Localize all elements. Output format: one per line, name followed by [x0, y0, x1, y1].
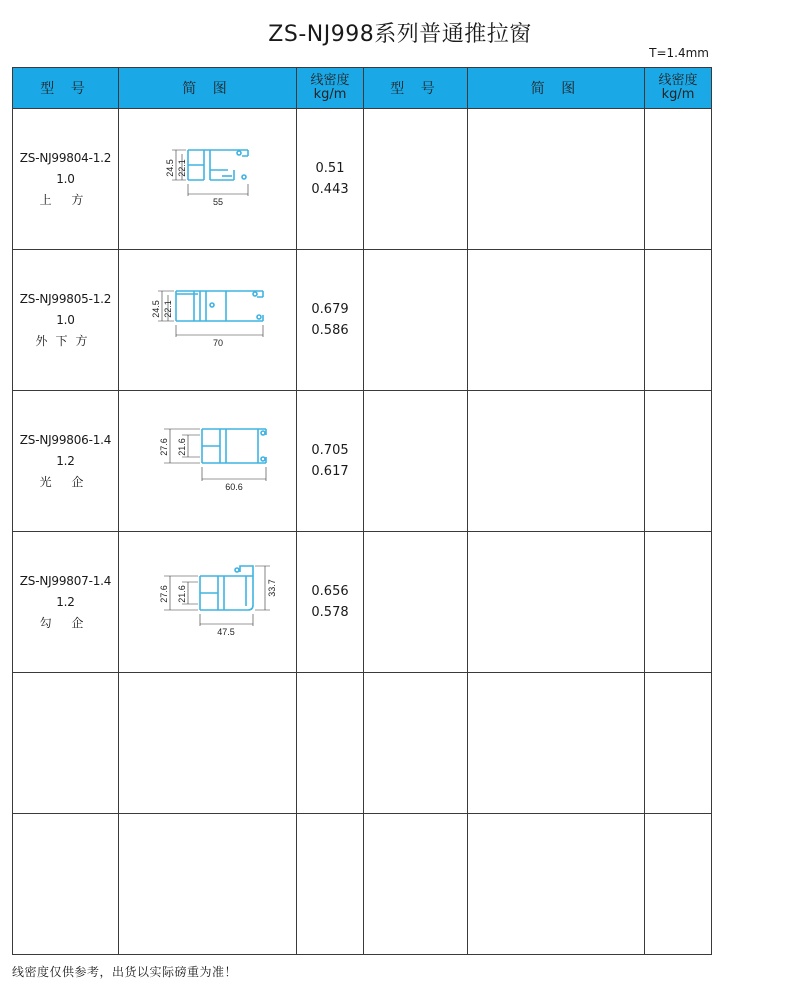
header-density-unit-2: kg/m — [661, 87, 695, 102]
empty-cell — [297, 814, 364, 955]
dim-width: 60.6 — [224, 482, 243, 492]
profile-shape — [188, 150, 248, 180]
empty-cell — [468, 250, 645, 391]
dim-height-inner: 22.1 — [162, 300, 173, 318]
header-model-2: 型 号 — [364, 68, 468, 109]
empty-cell — [119, 673, 297, 814]
header-density-label-2: 线密度 — [658, 73, 698, 88]
density-value: 0.51 — [315, 161, 345, 176]
model-code: ZS-NJ99804-1.2 — [19, 150, 112, 165]
model-alt-thickness: 1.2 — [56, 453, 75, 468]
model-cell — [13, 532, 119, 673]
spec-table — [12, 67, 712, 955]
empty-cell — [297, 673, 364, 814]
density-value-alt: 0.617 — [311, 464, 349, 479]
model-cell — [13, 250, 119, 391]
dim-height-outer: 27.6 — [158, 438, 169, 456]
page-title: ZS-NJ998系列普通推拉窗 — [268, 22, 532, 47]
density-cell — [297, 532, 364, 673]
profile-drawing — [138, 144, 278, 214]
empty-cell — [364, 250, 468, 391]
density-cell — [297, 109, 364, 250]
dim-width: 47.5 — [216, 627, 235, 637]
model-alt-thickness: 1.0 — [56, 312, 75, 327]
model-alt-thickness: 1.2 — [56, 594, 75, 609]
header-drawing: 简 图 — [119, 68, 297, 109]
model-position: 外下方 — [35, 333, 96, 348]
empty-cell — [364, 391, 468, 532]
dim-width: 55 — [212, 197, 223, 207]
empty-cell — [364, 532, 468, 673]
thickness-note: T=1.4mm — [649, 46, 709, 60]
model-cell — [13, 391, 119, 532]
empty-cell — [468, 673, 645, 814]
table-header-row — [13, 68, 712, 109]
empty-cell — [364, 814, 468, 955]
drawing-cell — [119, 391, 297, 532]
empty-cell — [119, 814, 297, 955]
header-density — [297, 68, 364, 109]
model-position: 勾 企 — [39, 615, 92, 630]
table-row — [13, 532, 712, 673]
model-cell — [13, 109, 119, 250]
table-row — [13, 814, 712, 955]
model-alt-thickness: 1.0 — [56, 171, 75, 186]
table-row — [13, 391, 712, 532]
profile-drawing — [138, 425, 278, 497]
density-cell — [297, 250, 364, 391]
empty-cell — [468, 109, 645, 250]
density-value-alt: 0.586 — [311, 323, 349, 338]
dim-width: 70 — [212, 338, 223, 348]
density-value-alt: 0.578 — [311, 605, 349, 620]
model-code: ZS-NJ99807-1.4 — [19, 573, 112, 588]
header-density-2 — [645, 68, 712, 109]
dim-height-outer: 24.5 — [164, 159, 175, 177]
empty-cell — [468, 391, 645, 532]
dim-height-outer: 27.6 — [158, 585, 169, 603]
empty-cell — [645, 673, 712, 814]
header-drawing-2: 简 图 — [468, 68, 645, 109]
model-position: 上 方 — [39, 192, 92, 207]
header-density-unit: kg/m — [313, 87, 347, 102]
header-density-label: 线密度 — [310, 73, 350, 88]
drawing-cell — [119, 109, 297, 250]
dim-height-outer: 24.5 — [150, 300, 161, 318]
empty-cell — [468, 814, 645, 955]
header-model: 型 号 — [13, 68, 119, 109]
empty-cell — [645, 250, 712, 391]
dim-height-inner: 21.6 — [176, 585, 187, 603]
density-value-alt: 0.443 — [311, 182, 349, 197]
table-row — [13, 109, 712, 250]
empty-cell — [364, 673, 468, 814]
drawing-cell — [119, 532, 297, 673]
dim-height-inner: 22.1 — [176, 159, 187, 177]
model-position: 光 企 — [39, 474, 92, 489]
density-value: 0.679 — [311, 302, 349, 317]
model-code: ZS-NJ99806-1.4 — [19, 432, 112, 447]
empty-cell — [13, 673, 119, 814]
empty-cell — [645, 391, 712, 532]
empty-cell — [645, 109, 712, 250]
dim-height-inner: 21.6 — [176, 438, 187, 456]
model-code: ZS-NJ99805-1.2 — [19, 291, 112, 306]
empty-cell — [364, 109, 468, 250]
profile-drawing — [138, 285, 278, 355]
profile-drawing — [138, 562, 278, 642]
profile-shape — [176, 291, 263, 321]
profile-shape — [200, 566, 253, 610]
empty-cell — [645, 814, 712, 955]
empty-cell — [645, 532, 712, 673]
table-row — [13, 250, 712, 391]
profile-shape — [202, 429, 266, 463]
density-cell — [297, 391, 364, 532]
dim-height-right: 33.7 — [266, 579, 277, 597]
empty-cell — [13, 814, 119, 955]
table-row — [13, 673, 712, 814]
density-value: 0.656 — [311, 584, 349, 599]
density-value: 0.705 — [311, 443, 349, 458]
empty-cell — [468, 532, 645, 673]
footer-note: 线密度仅供参考，出货以实际磅重为准！ — [12, 965, 238, 979]
drawing-cell — [119, 250, 297, 391]
